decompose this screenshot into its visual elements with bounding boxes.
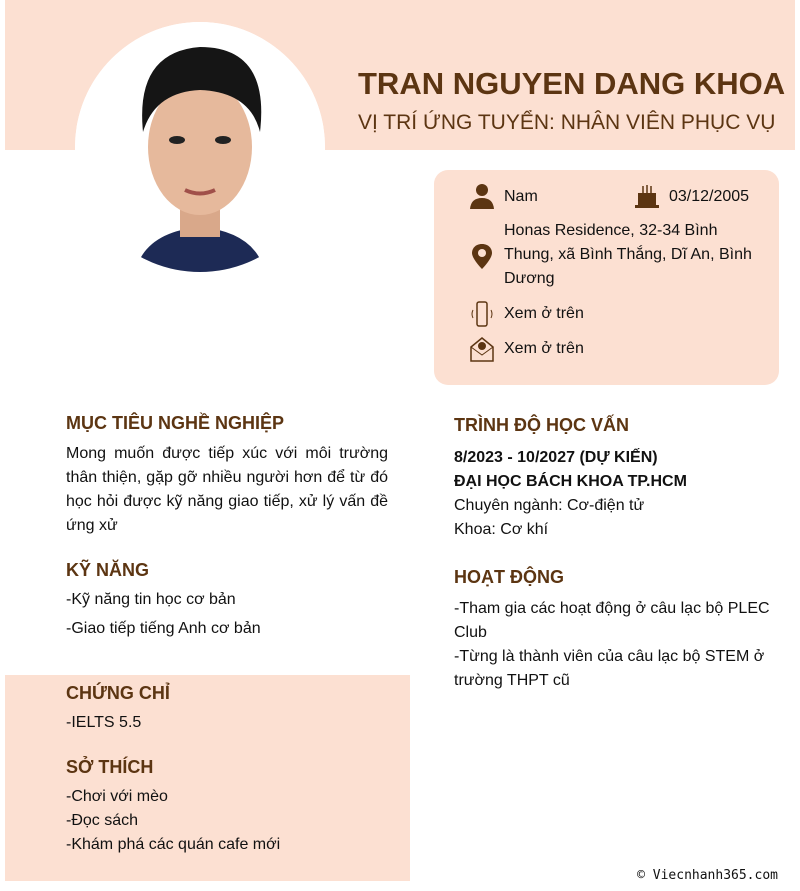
candidate-name: TRAN NGUYEN DANG KHOA [358, 66, 786, 101]
phone: Xem ở trên [504, 305, 584, 322]
education-major: Chuyên ngành: Cơ-điện tử [454, 497, 645, 514]
contact-card [434, 170, 779, 385]
gender: Nam [504, 188, 538, 205]
address: Honas Residence, 32-34 Bình Thung, xã Bình Thắng, Dĩ An, Bình Dương [504, 222, 752, 287]
objective-text: Mong muốn được tiếp xúc với môi trường thân thiện, gặp gỡ nhiều người hơn để từ đó học hỏi được kỹ năng giao tiếp, xử lý vấn đề ứng xử [66, 445, 388, 534]
certificates-heading: CHỨNG CHỈ [66, 683, 170, 703]
activities-heading: HOẠT ĐỘNG [454, 567, 564, 587]
hobby-item: -Chơi với mèo [66, 788, 168, 805]
hobby-item: -Đọc sách [66, 812, 139, 829]
profile-photo [75, 22, 325, 272]
activity-item: -Tham gia các hoạt động ở câu lạc bộ PLEC Club [454, 600, 770, 641]
footer-watermark: © Viecnhanh365.com [637, 868, 778, 883]
skill-item: -Kỹ năng tin học cơ bản [66, 591, 236, 608]
hobby-item: -Khám phá các quán cafe mới [66, 836, 281, 853]
certificate-item: -IELTS 5.5 [66, 714, 142, 731]
birthday-cake-icon [634, 183, 660, 209]
activity-item: -Từng là thành viên của câu lạc bộ STEM ở trường THPT cũ [454, 648, 765, 689]
email-icon [469, 336, 495, 362]
phone-icon [469, 301, 495, 327]
applied-position: VỊ TRÍ ỨNG TUYỂN: NHÂN VIÊN PHỤC VỤ [358, 111, 776, 134]
education-faculty: Khoa: Cơ khí [454, 521, 549, 538]
hobbies-heading: SỞ THÍCH [66, 757, 154, 777]
objective-heading: MỤC TIÊU NGHỀ NGHIỆP [66, 413, 285, 433]
location-pin-icon [469, 243, 495, 269]
education-period: 8/2023 - 10/2027 (DỰ KIẾN) [454, 449, 658, 466]
education-school: ĐẠI HỌC BÁCH KHOA TP.HCM [454, 473, 687, 490]
birthday: 03/12/2005 [669, 188, 750, 205]
person-icon [469, 183, 495, 209]
skills-heading: KỸ NĂNG [66, 560, 150, 580]
education-heading: TRÌNH ĐỘ HỌC VẤN [454, 415, 629, 435]
skill-item: -Giao tiếp tiếng Anh cơ bản [66, 620, 261, 637]
email: Xem ở trên [504, 340, 584, 357]
